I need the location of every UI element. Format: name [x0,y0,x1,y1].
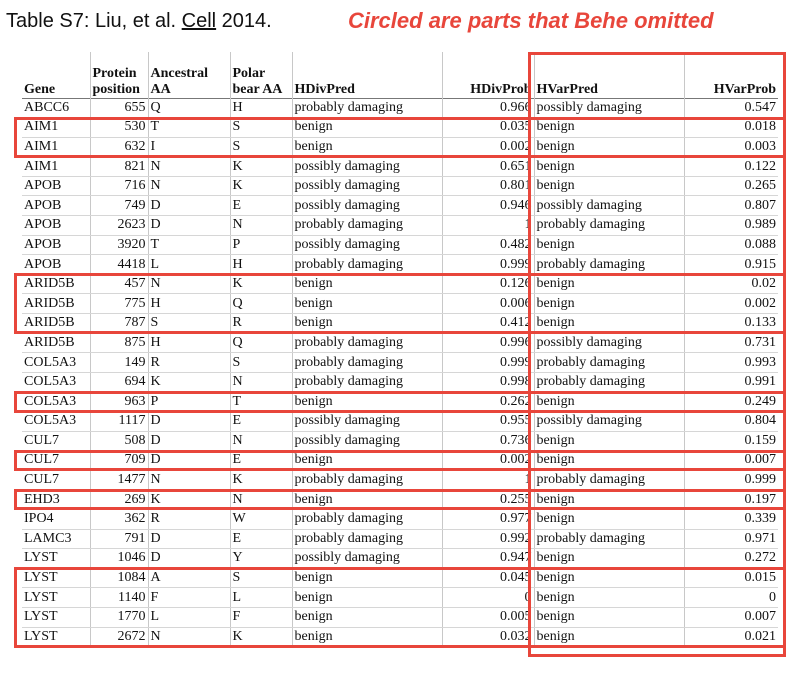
cell-hdivprob: 0.006 [442,294,534,314]
col-header-hvarprob: HVarProb [713,81,776,97]
cell-hdivpred: benign [292,588,442,608]
cell-hdivprob: 0.946 [442,196,534,216]
cell-hdivpred: probably damaging [292,372,442,392]
cell-hdivprob: 0.996 [442,333,534,353]
cell-ancestral-aa: I [148,137,230,157]
cell-protein-position: 2672 [90,627,148,647]
cell-hdivpred: benign [292,451,442,471]
cell-hvarprob: 0.915 [684,255,778,275]
cell-hvarpred: benign [534,118,684,138]
cell-hvarprob: 0.971 [684,529,778,549]
cell-polar-bear-aa: W [230,509,292,529]
cell-polar-bear-aa: Q [230,294,292,314]
cell-ancestral-aa: R [148,353,230,373]
cell-ancestral-aa: D [148,451,230,471]
cell-hvarpred: benign [534,549,684,569]
cell-ancestral-aa: N [148,470,230,490]
journal-name: Cell [181,10,217,32]
cell-hvarprob: 0.272 [684,549,778,569]
cell-gene: APOB [22,176,90,196]
table-reference [6,10,272,33]
col-header-protein-position: Protein position [90,52,148,98]
cell-hdivprob: 0.992 [442,529,534,549]
col-header-hvarpred: HVarPred [534,52,684,98]
cell-polar-bear-aa: K [230,470,292,490]
cell-hvarpred: benign [534,431,684,451]
cell-hvarprob: 0.015 [684,568,778,588]
cell-polar-bear-aa: S [230,353,292,373]
cell-hvarprob: 0.804 [684,412,778,432]
cell-hvarprob: 0.007 [684,451,778,471]
cell-hdivpred: probably damaging [292,98,442,118]
cell-protein-position: 1084 [90,568,148,588]
cell-ancestral-aa: D [148,549,230,569]
cell-gene: LYST [22,568,90,588]
cell-gene: APOB [22,235,90,255]
cell-gene: ABCC6 [22,98,90,118]
cell-ancestral-aa: H [148,294,230,314]
cell-hvarpred: probably damaging [534,216,684,236]
cell-polar-bear-aa: N [230,372,292,392]
cell-gene: CUL7 [22,451,90,471]
cell-protein-position: 1477 [90,470,148,490]
cell-gene: COL5A3 [22,412,90,432]
cell-hdivpred: possibly damaging [292,235,442,255]
cell-hdivpred: benign [292,568,442,588]
cell-protein-position: 530 [90,118,148,138]
cell-hvarprob: 0.003 [684,137,778,157]
cell-gene: LYST [22,588,90,608]
cell-hdivprob: 0.977 [442,509,534,529]
cell-hdivpred: probably damaging [292,333,442,353]
omission-annotation: Circled are parts that Behe omitted [348,8,714,33]
cell-hdivpred: probably damaging [292,470,442,490]
cell-protein-position: 4418 [90,255,148,275]
cell-polar-bear-aa: L [230,588,292,608]
cell-hdivpred: benign [292,607,442,627]
cell-hvarpred: benign [534,235,684,255]
cell-hdivpred: possibly damaging [292,412,442,432]
cell-hdivprob: 0.651 [442,157,534,177]
cell-gene: IPO4 [22,509,90,529]
cell-gene: ARID5B [22,294,90,314]
cell-ancestral-aa: D [148,431,230,451]
cell-hvarprob: 0.265 [684,176,778,196]
cell-gene: AIM1 [22,118,90,138]
cell-hvarpred: benign [534,137,684,157]
cell-gene: APOB [22,255,90,275]
cell-polar-bear-aa: K [230,157,292,177]
cell-ancestral-aa: R [148,509,230,529]
col-header-hdivpred: HDivPred [292,52,442,98]
cell-protein-position: 632 [90,137,148,157]
cell-protein-position: 362 [90,509,148,529]
cell-hdivprob: 0.966 [442,98,534,118]
cell-hdivprob: 0.947 [442,549,534,569]
cell-ancestral-aa: N [148,627,230,647]
cell-hvarpred: benign [534,607,684,627]
cell-gene: ARID5B [22,274,90,294]
cell-gene: CUL7 [22,470,90,490]
cell-hdivpred: benign [292,294,442,314]
cell-hdivpred: probably damaging [292,216,442,236]
cell-gene: LYST [22,627,90,647]
cell-hvarprob: 0.547 [684,98,778,118]
cell-hvarpred: benign [534,176,684,196]
cell-hdivprob: 0.005 [442,607,534,627]
cell-hvarprob: 0.249 [684,392,778,412]
cell-hvarpred: benign [534,294,684,314]
cell-ancestral-aa: D [148,529,230,549]
cell-polar-bear-aa: T [230,392,292,412]
cell-ancestral-aa: D [148,412,230,432]
cell-hvarpred: probably damaging [534,470,684,490]
cell-hvarpred: benign [534,588,684,608]
variant-table-container [22,52,778,647]
cell-ancestral-aa: N [148,176,230,196]
cell-hdivprob: 0.002 [442,451,534,471]
cell-protein-position: 749 [90,196,148,216]
cell-hvarpred: benign [534,509,684,529]
cell-polar-bear-aa: S [230,568,292,588]
cell-protein-position: 716 [90,176,148,196]
cell-gene: APOB [22,196,90,216]
cell-ancestral-aa: Q [148,98,230,118]
cell-protein-position: 3920 [90,235,148,255]
cell-ancestral-aa: T [148,118,230,138]
cell-hdivprob: 0.412 [442,314,534,334]
cell-protein-position: 787 [90,314,148,334]
cell-hvarprob: 0.731 [684,333,778,353]
cell-hdivprob: 0.002 [442,137,534,157]
cell-hvarpred: possibly damaging [534,333,684,353]
cell-hdivpred: probably damaging [292,529,442,549]
cell-hdivprob: 0.999 [442,255,534,275]
cell-protein-position: 963 [90,392,148,412]
cell-hdivpred: possibly damaging [292,176,442,196]
cell-hdivprob: 0.035 [442,118,534,138]
cell-gene: LYST [22,607,90,627]
cell-gene: EHD3 [22,490,90,510]
col-header-hdivprob: HDivProb [442,52,534,98]
cell-hdivprob: 0.262 [442,392,534,412]
cell-hvarpred: benign [534,157,684,177]
reference-year: 2014. [216,10,272,32]
cell-protein-position: 821 [90,157,148,177]
cell-hvarprob: 0.122 [684,157,778,177]
cell-hdivpred: probably damaging [292,509,442,529]
cell-protein-position: 457 [90,274,148,294]
cell-hvarprob: 0.007 [684,607,778,627]
cell-gene: LYST [22,549,90,569]
cell-gene: CUL7 [22,431,90,451]
cell-hdivpred: probably damaging [292,255,442,275]
cell-ancestral-aa: N [148,274,230,294]
cell-hvarprob: 0 [684,588,778,608]
cell-hdivpred: possibly damaging [292,431,442,451]
cell-hvarpred: probably damaging [534,353,684,373]
cell-hdivprob: 0.032 [442,627,534,647]
cell-hdivpred: benign [292,627,442,647]
cell-gene: LAMC3 [22,529,90,549]
cell-hvarpred: possibly damaging [534,412,684,432]
cell-hvarpred: benign [534,568,684,588]
cell-hdivprob: 0.801 [442,176,534,196]
cell-ancestral-aa: P [148,392,230,412]
cell-hdivprob: 0.955 [442,412,534,432]
cell-hvarpred: benign [534,392,684,412]
cell-hdivpred: possibly damaging [292,549,442,569]
cell-protein-position: 655 [90,98,148,118]
cell-ancestral-aa: K [148,372,230,392]
cell-hdivpred: benign [292,314,442,334]
cell-polar-bear-aa: H [230,98,292,118]
cell-hvarprob: 0.807 [684,196,778,216]
col-header-gene: Gene [22,52,90,98]
cell-hvarprob: 0.088 [684,235,778,255]
cell-hdivpred: benign [292,118,442,138]
cell-hdivpred: benign [292,490,442,510]
cell-polar-bear-aa: E [230,412,292,432]
cell-polar-bear-aa: R [230,314,292,334]
cell-hvarpred: benign [534,627,684,647]
cell-protein-position: 269 [90,490,148,510]
cell-hvarprob: 0.989 [684,216,778,236]
cell-protein-position: 1140 [90,588,148,608]
cell-gene: COL5A3 [22,372,90,392]
cell-polar-bear-aa: K [230,274,292,294]
cell-protein-position: 149 [90,353,148,373]
cell-polar-bear-aa: Q [230,333,292,353]
cell-ancestral-aa: N [148,157,230,177]
cell-polar-bear-aa: Y [230,549,292,569]
cell-hdivprob: 0.255 [442,490,534,510]
cell-hdivprob: 0.045 [442,568,534,588]
cell-hdivpred: benign [292,274,442,294]
cell-hdivprob: 1 [442,216,534,236]
cell-hvarprob: 0.133 [684,314,778,334]
cell-hvarpred: possibly damaging [534,196,684,216]
cell-polar-bear-aa: P [230,235,292,255]
cell-polar-bear-aa: S [230,137,292,157]
cell-hvarprob: 0.993 [684,353,778,373]
cell-protein-position: 1770 [90,607,148,627]
cell-ancestral-aa: F [148,588,230,608]
cell-hdivpred: probably damaging [292,353,442,373]
cell-hvarpred: benign [534,274,684,294]
cell-polar-bear-aa: H [230,255,292,275]
cell-protein-position: 508 [90,431,148,451]
cell-hdivpred: benign [292,392,442,412]
cell-polar-bear-aa: E [230,451,292,471]
cell-hvarpred: possibly damaging [534,98,684,118]
cell-gene: COL5A3 [22,392,90,412]
cell-hvarpred: probably damaging [534,255,684,275]
cell-hvarprob: 0.159 [684,431,778,451]
cell-gene: COL5A3 [22,353,90,373]
cell-gene: ARID5B [22,314,90,334]
cell-hvarpred: benign [534,314,684,334]
cell-protein-position: 709 [90,451,148,471]
cell-hvarprob: 0.197 [684,490,778,510]
cell-hdivprob: 0.999 [442,353,534,373]
cell-ancestral-aa: H [148,333,230,353]
cell-protein-position: 1117 [90,412,148,432]
figure-heading [6,4,796,42]
cell-gene: APOB [22,216,90,236]
reference-prefix: Table S7: Liu, et al. [6,10,182,32]
cell-hdivprob: 0.126 [442,274,534,294]
cell-polar-bear-aa: K [230,627,292,647]
cell-protein-position: 875 [90,333,148,353]
cell-gene: AIM1 [22,137,90,157]
cell-polar-bear-aa: S [230,118,292,138]
cell-ancestral-aa: D [148,216,230,236]
cell-protein-position: 791 [90,529,148,549]
cell-hvarprob: 0.339 [684,509,778,529]
cell-hdivprob: 1 [442,470,534,490]
cell-ancestral-aa: L [148,255,230,275]
cell-protein-position: 775 [90,294,148,314]
cell-polar-bear-aa: N [230,431,292,451]
cell-polar-bear-aa: K [230,176,292,196]
cell-hdivprob: 0.998 [442,372,534,392]
cell-hdivprob: 0 [442,588,534,608]
cell-hdivpred: possibly damaging [292,157,442,177]
cell-protein-position: 694 [90,372,148,392]
cell-hvarpred: benign [534,451,684,471]
cell-hvarpred: probably damaging [534,372,684,392]
cell-hvarpred: probably damaging [534,529,684,549]
cell-polar-bear-aa: E [230,529,292,549]
cell-hvarprob: 0.02 [684,274,778,294]
cell-protein-position: 2623 [90,216,148,236]
col-header-ancestral-aa: Ancestral AA [148,52,230,98]
cell-hvarpred: benign [534,490,684,510]
cell-hdivprob: 0.736 [442,431,534,451]
cell-ancestral-aa: K [148,490,230,510]
cell-hdivpred: possibly damaging [292,196,442,216]
hvar-columns-highlight [528,52,786,657]
cell-gene: ARID5B [22,333,90,353]
cell-hdivpred: benign [292,137,442,157]
cell-polar-bear-aa: E [230,196,292,216]
cell-ancestral-aa: A [148,568,230,588]
cell-hvarprob: 0.021 [684,627,778,647]
cell-gene: AIM1 [22,157,90,177]
cell-polar-bear-aa: N [230,490,292,510]
cell-hvarprob: 0.018 [684,118,778,138]
cell-ancestral-aa: L [148,607,230,627]
cell-protein-position: 1046 [90,549,148,569]
cell-polar-bear-aa: F [230,607,292,627]
cell-ancestral-aa: T [148,235,230,255]
cell-hdivprob: 0.482 [442,235,534,255]
cell-hvarprob: 0.999 [684,470,778,490]
cell-polar-bear-aa: N [230,216,292,236]
cell-hvarprob: 0.002 [684,294,778,314]
cell-hvarprob: 0.991 [684,372,778,392]
col-header-polar-bear-aa: Polar bear AA [230,52,292,98]
cell-ancestral-aa: S [148,314,230,334]
cell-ancestral-aa: D [148,196,230,216]
